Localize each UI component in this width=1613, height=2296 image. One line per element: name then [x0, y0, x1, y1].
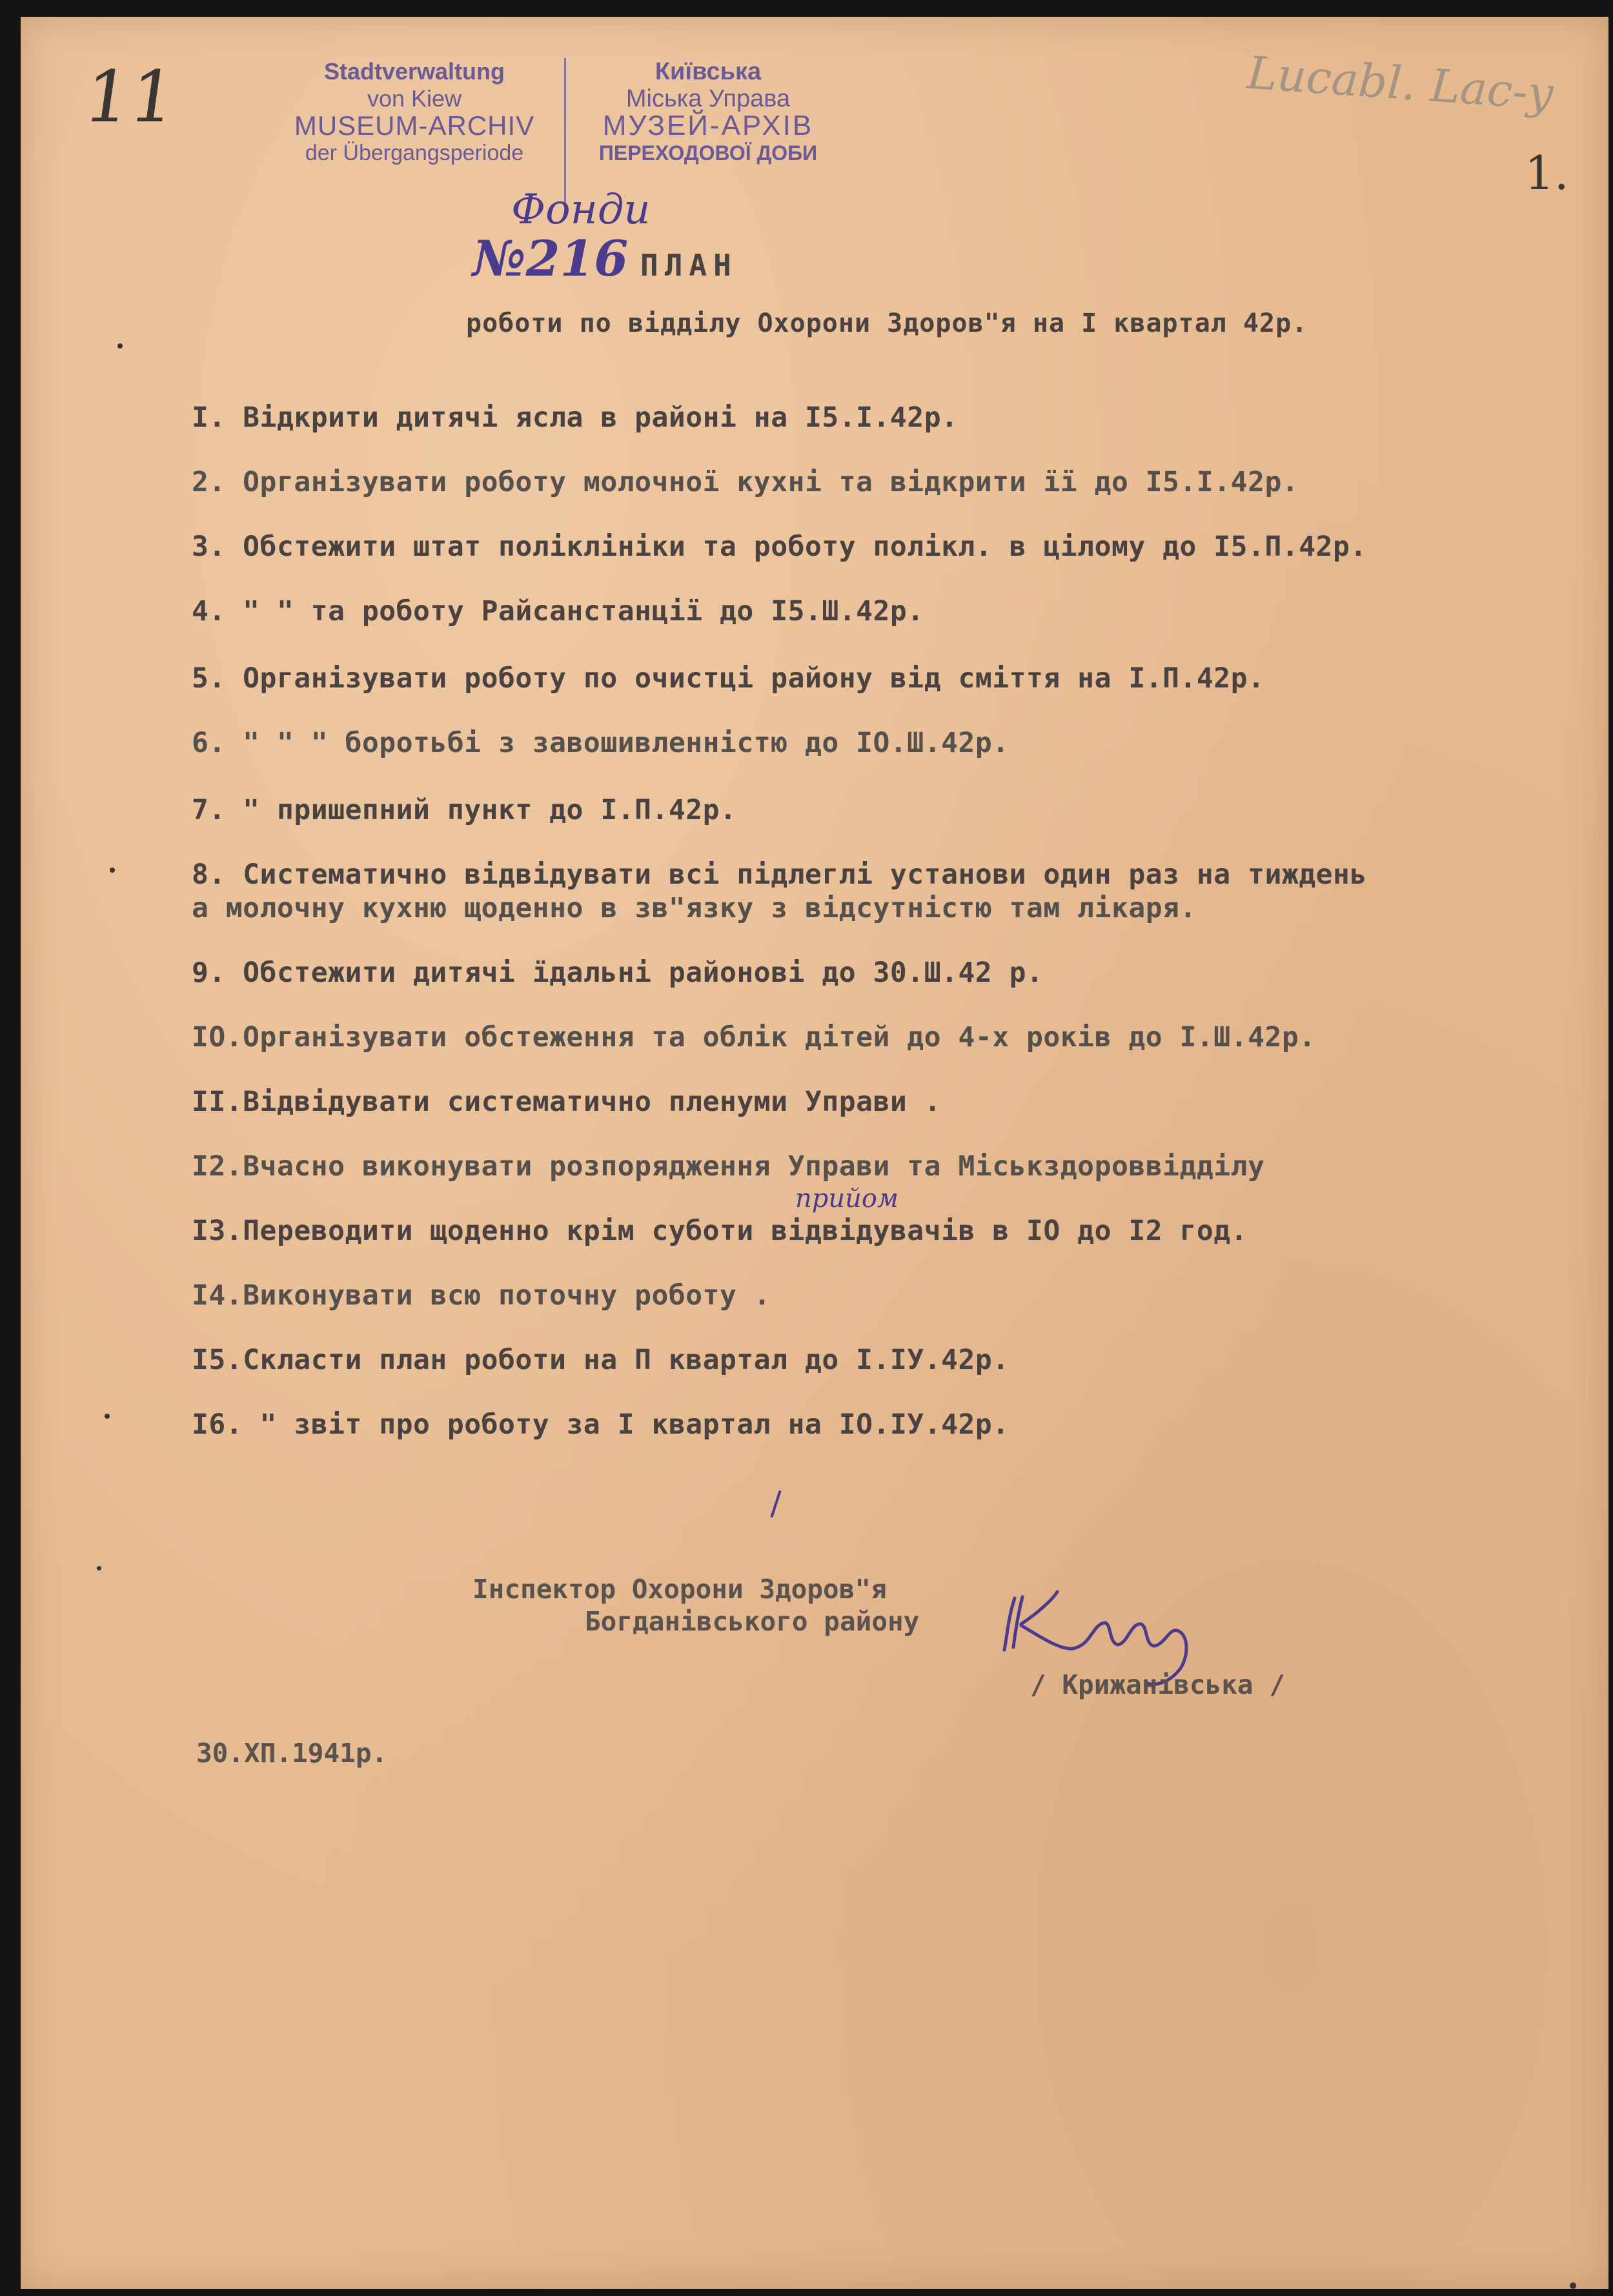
corner-mark: 11: [79, 56, 181, 138]
plan-item-8-line-2: а молочну кухню щоденно в зв"язку з відсутністю там лікаря.: [192, 892, 1197, 924]
plan-item-12: I2.Вчасно виконувати розпорядження Управи та Міськздороввідділу: [192, 1150, 1265, 1183]
document-subtitle: роботи по відділу Охорони Здоров"я на I квартал 42р.: [466, 309, 1308, 338]
fond-number: №216: [472, 230, 629, 287]
plan-item-1: I. Відкрити дитячі ясла в районі на I5.I.42р.: [192, 401, 959, 434]
stamp-line-ua-2: Міська Управа: [625, 85, 791, 112]
stamp-divider: [564, 58, 566, 207]
plan-item-3: 3. Обстежити штат поліклініки та роботу полікл. в цілому до I5.П.42р.: [192, 531, 1367, 563]
signatory-name: / Крижанівська /: [1030, 1669, 1285, 1700]
stamp-line-de-1: Stadtverwaltung: [323, 58, 505, 85]
plan-item-4: 4. " " та роботу Райсанстанції до I5.Ш.42р.: [192, 595, 924, 627]
plan-item-14: I4.Виконувати всю поточну роботу .: [192, 1279, 771, 1312]
insert-note: прийом: [795, 1184, 899, 1214]
paper-speck: [1570, 2282, 1576, 2289]
stamp-line-de-4: der Übergangsperiode: [305, 141, 524, 165]
pen-tick-mark: [770, 1490, 781, 1518]
plan-item-8-line-1: 8. Систематично відвідувати всі підлеглі установи один раз на тиждень: [192, 858, 1367, 891]
document-date: 30.ХП.1941р.: [196, 1738, 388, 1769]
signatory-title-line-2: Богданівського району: [585, 1606, 920, 1637]
stamp-line-ua-3: МУЗЕЙ-АРХІВ: [602, 110, 814, 141]
plan-item-7: 7. " пришепний пункт до I.П.42р.: [192, 794, 737, 826]
signatory-title-line-1: Інспектор Охорони Здоров"я: [472, 1574, 887, 1605]
plan-item-6: 6. " " " боротьбі з завошивленністю до IO.Ш.42р.: [192, 727, 1009, 759]
plan-item-5: 5. Організувати роботу по очистці району від сміття на I.П.42р.: [192, 662, 1265, 695]
paper-speck: [105, 1414, 110, 1419]
plan-item-16: I6. " звіт про роботу за I квартал на IO.IУ.42р.: [192, 1408, 1009, 1441]
plan-item-10: IO.Організувати обстеження та облік дітей до 4-х років до I.Ш.42р.: [192, 1021, 1316, 1053]
page-number: 1.: [1525, 146, 1569, 200]
paper-speck: [110, 868, 115, 873]
plan-item-11: II.Відвідувати систематично пленуми Управи .: [192, 1086, 942, 1118]
document-page: [21, 17, 1608, 2289]
plan-item-2: 2. Організувати роботу молочної кухні та відкрити її до I5.I.42р.: [192, 466, 1299, 498]
fond-word: Фонди: [511, 186, 651, 234]
plan-item-15: I5.Скласти план роботи на П квартал до I.IУ.42р.: [192, 1344, 1009, 1376]
plan-item-9: 9. Обстежити дитячі їдальні районові до 30.Ш.42 р.: [192, 957, 1044, 989]
document-title: ПЛАН: [640, 248, 738, 283]
stamp-line-de-3: MUSEUM-ARCHIV: [294, 110, 535, 141]
stamp-line-de-2: von Kiew: [367, 85, 462, 112]
stamp-line-ua-1: Київська: [654, 58, 762, 85]
pencil-note: Lucabl. Lac-y: [1245, 46, 1556, 121]
plan-item-13: I3.Переводити щоденно крім суботи відвідувачів в IO до I2 год.: [192, 1215, 1248, 1247]
paper-speck: [117, 343, 123, 349]
stamp-line-ua-4: ПЕРЕХОДОВОЇ ДОБИ: [598, 141, 818, 165]
stamp-german-block: [266, 58, 563, 167]
paper-speck: [97, 1566, 101, 1570]
stamp-ukrainian-block: [569, 58, 847, 167]
